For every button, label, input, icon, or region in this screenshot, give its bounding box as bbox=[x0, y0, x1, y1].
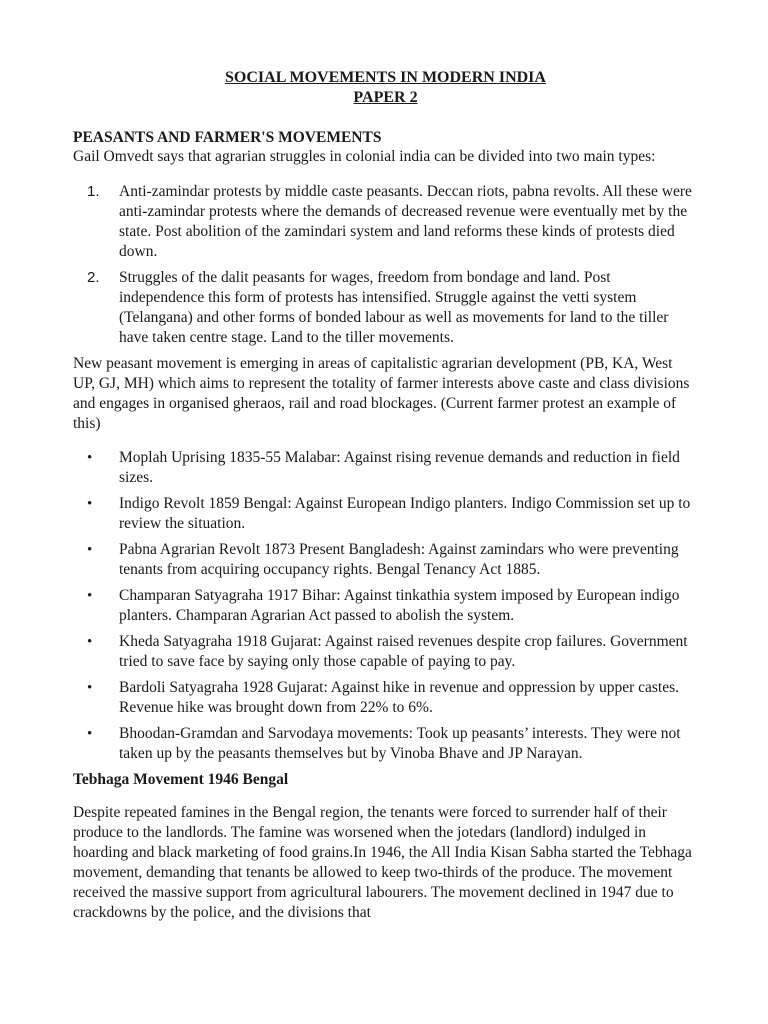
document-page bbox=[73, 68, 698, 923]
bullet-icon: • bbox=[87, 588, 93, 604]
bullet-text: Bardoli Satyagraha 1928 Gujarat: Against hike in revenue and oppression by upper castes. Revenue hike was brought down from 22% to 6%. bbox=[119, 679, 680, 716]
numbered-list-item bbox=[73, 268, 698, 348]
bullet-list-item bbox=[73, 540, 698, 580]
intro-paragraph: Gail Omvedt says that agrarian struggles in colonial india can be divided into two main types: bbox=[73, 148, 656, 165]
tebhaga-paragraph: Despite repeated famines in the Bengal region, the tenants were forced to surrender half of their produce to the landlords. The famine was worsened when the jotedars (landlord) indulged in hoarding and black marketing of food grains.In 1946, the All India Kisan Sabha started the Tebhaga movement, demanding that tenants be allowed to keep two-thirds of the produce. The movement received the massive support from agricultural labourers. The movement declined in 1947 due to crackdowns by the police, and the divisions that bbox=[73, 804, 692, 921]
bullet-list-item bbox=[73, 494, 698, 534]
bullet-text: Kheda Satyagraha 1918 Gujarat: Against raised revenues despite crop failures. Government tried to save face by saying only those capable of paying to pay. bbox=[119, 633, 688, 670]
bullet-text: Pabna Agrarian Revolt 1873 Present Bangladesh: Against zamindars who were preventing tenants from acquiring occupancy rights. Bengal Tenancy Act 1885. bbox=[119, 541, 679, 578]
numbered-list-item bbox=[73, 182, 698, 262]
bullet-icon: • bbox=[87, 496, 93, 512]
document-subtitle: PAPER 2 bbox=[353, 89, 418, 106]
bullet-icon: • bbox=[87, 542, 93, 558]
bullet-icon: • bbox=[87, 726, 93, 742]
section-heading: PEASANTS AND FARMER'S MOVEMENTS bbox=[73, 129, 382, 146]
bullet-text: Indigo Revolt 1859 Bengal: Against European Indigo planters. Indigo Commission set up to review the situation. bbox=[119, 495, 691, 532]
bullet-list bbox=[73, 448, 698, 764]
bullet-list-item bbox=[73, 448, 698, 488]
bullet-icon: • bbox=[87, 634, 93, 650]
bullet-icon: • bbox=[87, 680, 93, 696]
bullet-list-item bbox=[73, 678, 698, 718]
list-item-text: Anti-zamindar protests by middle caste peasants. Deccan riots, pabna revolts. All these were anti-zamindar protests where the demands of decreased revenue were eventually met by the state. Post abolition of the zamindari system and land reforms these kinds of protests died down. bbox=[119, 183, 692, 260]
document-title: SOCIAL MOVEMENTS IN MODERN INDIA bbox=[225, 69, 546, 86]
bullet-list-item bbox=[73, 632, 698, 672]
bullet-list-item bbox=[73, 586, 698, 626]
bullet-text: Bhoodan-Gramdan and Sarvodaya movements: Took up peasants’ interests. They were not taken up by the peasants themselves but by Vinoba Bhave and JP Narayan. bbox=[119, 725, 681, 762]
bullet-text: Champaran Satyagraha 1917 Bihar: Against tinkathia system imposed by European indigo planters. Champaran Agrarian Act passed to abolish the system. bbox=[119, 587, 680, 624]
list-number: 1. bbox=[87, 183, 100, 200]
new-movement-paragraph: New peasant movement is emerging in areas of capitalistic agrarian development (PB, KA, West UP, GJ, MH) which aims to represent the totality of farmer interests above caste and class divisions and engages in organised gheraos, rail and road blockages. (Current farmer protest an example of this) bbox=[73, 355, 690, 432]
list-item-text: Struggles of the dalit peasants for wages, freedom from bondage and land. Post independence this form of protests has intensified. Struggle against the vetti system (Telangana) and other forms of bonded labour as well as movements for land to the tiller have taken centre stage. Land to the tiller movements. bbox=[119, 269, 669, 346]
bullet-text: Moplah Uprising 1835-55 Malabar: Against rising revenue demands and reduction in field sizes. bbox=[119, 449, 680, 486]
bullet-icon: • bbox=[87, 450, 93, 466]
tebhaga-heading: Tebhaga Movement 1946 Bengal bbox=[73, 771, 289, 788]
numbered-list bbox=[73, 182, 698, 348]
bullet-list-item bbox=[73, 724, 698, 764]
list-number: 2. bbox=[87, 269, 100, 286]
